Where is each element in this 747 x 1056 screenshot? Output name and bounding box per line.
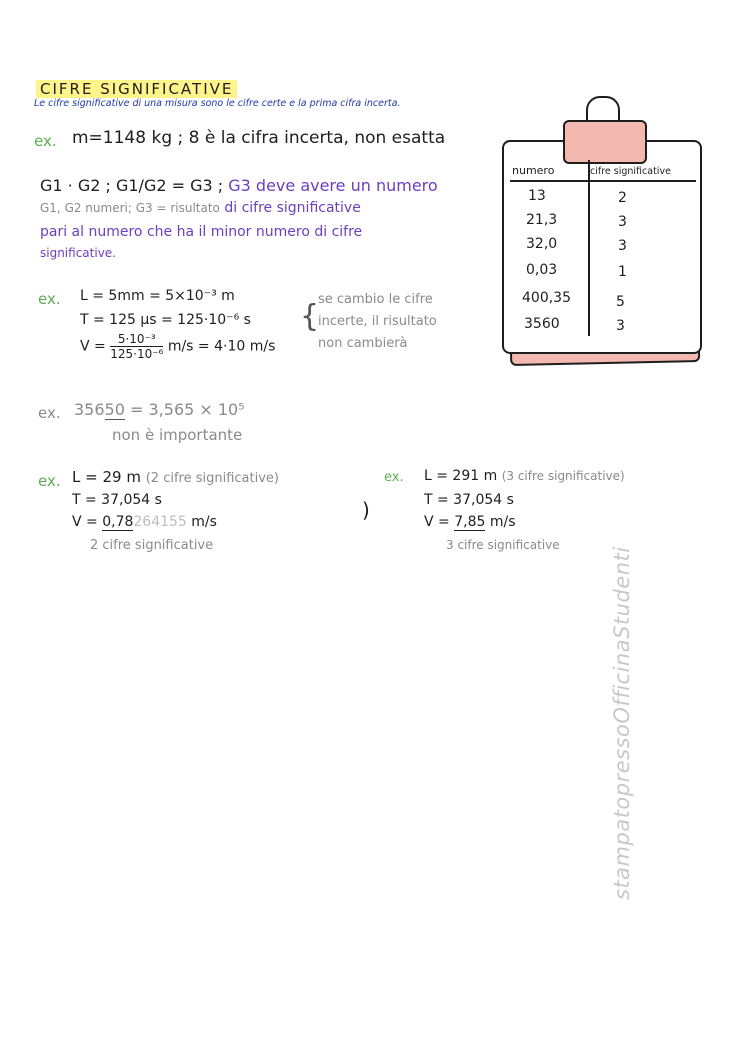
example2-label: ex. <box>38 290 61 308</box>
example5-v-unit: m/s <box>489 514 516 530</box>
table-cell-digits: 2 <box>618 190 627 206</box>
table-cell-number: 13 <box>528 188 546 204</box>
example3-value-underlined: 50 <box>104 400 125 419</box>
example2-v-prefix: V = <box>80 338 106 355</box>
example2-note1: se cambio le cifre <box>318 292 433 307</box>
example5-l-value: L = 291 m <box>424 468 498 484</box>
table-divider-vertical <box>588 160 590 336</box>
rule-line3: pari al numero che ha il minor numero di cifre <box>40 224 363 240</box>
example4-v-faint: 264155 <box>133 514 187 530</box>
table-cell-digits: 3 <box>616 318 625 334</box>
page-subtitle: Le cifre significative di una misura sono le cifre certe e la prima cifra incerta. <box>34 98 401 109</box>
example2-v-numerator: 5·10⁻³ <box>110 332 163 347</box>
clip-icon <box>563 120 647 164</box>
example2-note3: non cambierà <box>318 336 408 351</box>
table-cell-number: 32,0 <box>526 236 558 252</box>
example4-note: 2 cifre significative <box>90 538 214 553</box>
table-cell-digits: 1 <box>618 264 627 280</box>
separator-mark: ) <box>362 498 370 522</box>
example5-l-line <box>424 468 625 484</box>
example3-value-main: 356 <box>74 400 105 419</box>
rule-line4: significative. <box>40 246 116 260</box>
example4-l-line <box>72 468 279 486</box>
table-cell-number: 21,3 <box>526 212 558 228</box>
example5-v-line <box>424 514 516 530</box>
rule-line2-purple: di cifre significative <box>224 200 361 216</box>
example4-l-note: (2 cifre significative) <box>145 471 279 486</box>
example1-text: m=1148 kg ; 8 è la cifra incerta, non esatta <box>72 128 446 148</box>
example4-v-line <box>72 514 217 530</box>
table-cell-number: 400,35 <box>522 290 571 306</box>
table-cell-digits: 5 <box>616 294 625 310</box>
example5-label: ex. <box>384 470 404 485</box>
example2-v-line <box>80 332 275 361</box>
example4-t-line: T = 37,054 s <box>72 492 162 508</box>
example5-l-note: (3 cifre significative) <box>501 469 625 483</box>
example2-t-line: T = 125 μs = 125·10⁻⁶ s <box>80 312 251 328</box>
example2-l-line: L = 5mm = 5×10⁻³ m <box>80 288 235 304</box>
table-header-digits: cifre significative <box>590 166 671 177</box>
example5-t-line: T = 37,054 s <box>424 492 514 508</box>
example4-label: ex. <box>38 472 61 490</box>
example2-v-denominator: 125·10⁻⁶ <box>110 347 164 361</box>
rule-line2 <box>40 200 361 216</box>
example3-label: ex. <box>38 404 61 422</box>
example3-value <box>74 400 245 419</box>
rule-line1-purple: G3 deve avere un numero <box>228 176 438 195</box>
watermark: stampatopressoOfficinaStudenti <box>610 546 634 900</box>
example4-l-value: L = 29 m <box>72 468 141 486</box>
table-cell-number: 0,03 <box>526 262 558 278</box>
example4-v-unit: m/s <box>191 514 217 530</box>
rule-line2-grey: G1, G2 numeri; G3 = risultato <box>40 201 220 215</box>
table-cell-digits: 3 <box>618 214 627 230</box>
example5-note: 3 cifre significative <box>446 538 560 552</box>
example5-v-prefix: V = <box>424 514 450 530</box>
table-cell-number: 3560 <box>524 316 560 332</box>
example3-note: non è importante <box>112 426 243 444</box>
rule-line1 <box>40 176 438 195</box>
example1-label: ex. <box>34 132 57 150</box>
example4-v-prefix: V = <box>72 514 98 530</box>
example4-v-underlined: 0,78 <box>102 514 134 530</box>
brace-icon: { <box>300 299 320 334</box>
example3-value-rest: = 3,565 × 10⁵ <box>130 400 245 419</box>
page-title: CIFRE SIGNIFICATIVE <box>36 80 237 98</box>
example2-note2: incerte, il risultato <box>318 314 437 329</box>
table-divider-horizontal <box>510 180 696 182</box>
example5-v-underlined: 7,85 <box>454 514 486 530</box>
table-cell-digits: 3 <box>618 238 627 254</box>
rule-line1-black: G1 · G2 ; G1/G2 = G3 ; <box>40 176 224 195</box>
example2-v-fraction <box>110 332 163 361</box>
table-header-number: numero <box>512 164 555 177</box>
example2-v-suffix: m/s = 4·10 m/s <box>167 338 276 355</box>
